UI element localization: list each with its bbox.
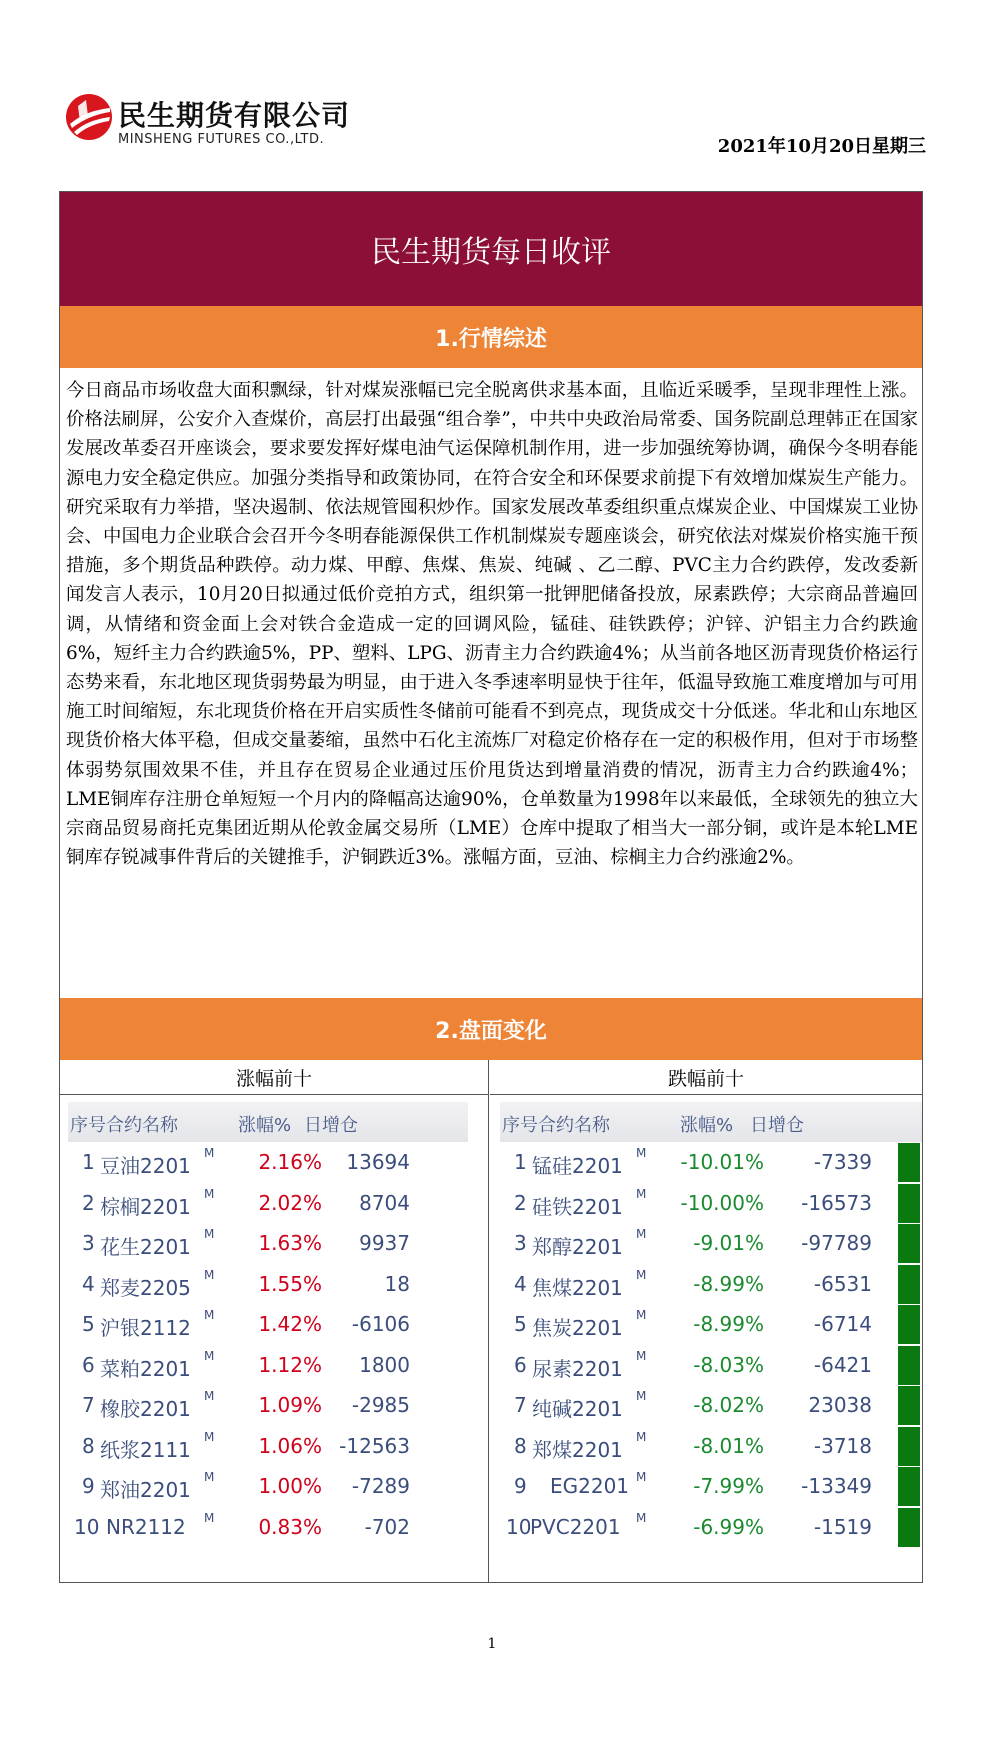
main-contract-mark: M xyxy=(204,1186,215,1201)
indicator-bar xyxy=(898,1265,920,1304)
company-name-cn: 民生期货有限公司 xyxy=(118,99,351,132)
main-contract-mark: M xyxy=(204,1389,215,1403)
losers-table-header xyxy=(500,1102,922,1142)
change-percent: -7.99% xyxy=(693,1474,764,1498)
header-name: 序号合约名称 xyxy=(70,1115,178,1136)
indicator-bar xyxy=(898,1508,920,1547)
change-percent: 1.55% xyxy=(258,1271,322,1296)
row-number: 7 xyxy=(82,1393,95,1417)
table-row xyxy=(500,1264,922,1305)
open-interest-change: -3718 xyxy=(813,1433,872,1458)
table-row xyxy=(68,1466,468,1507)
row-number: 9 xyxy=(82,1474,95,1498)
row-number: 2 xyxy=(82,1190,95,1215)
table-row xyxy=(500,1385,922,1426)
main-contract-mark: M xyxy=(204,1267,215,1282)
contract-name: 焦炭2201 xyxy=(532,1316,623,1340)
change-percent: 1.12% xyxy=(258,1352,322,1377)
change-percent: -8.01% xyxy=(693,1433,764,1458)
contract-name: EG2201 xyxy=(550,1474,630,1498)
open-interest-change: 8704 xyxy=(359,1190,410,1215)
main-contract-mark: M xyxy=(204,1429,215,1444)
contract-name: 郑醇2201 xyxy=(532,1235,623,1259)
contract-name: 锰硅2201 xyxy=(532,1154,623,1178)
change-percent: 1.42% xyxy=(258,1312,322,1336)
row-number: 5 xyxy=(514,1312,527,1336)
row-number: 3 xyxy=(514,1231,527,1255)
header-pct: 涨幅% xyxy=(238,1115,292,1136)
indicator-bar xyxy=(898,1386,920,1425)
table-row xyxy=(68,1385,468,1426)
table-row xyxy=(500,1304,922,1345)
indicator-bar xyxy=(898,1346,920,1385)
contract-name: 郑麦2205 xyxy=(100,1275,191,1300)
main-contract-mark: M xyxy=(636,1429,647,1444)
open-interest-change: -6531 xyxy=(813,1271,872,1296)
main-contract-mark: M xyxy=(636,1186,647,1201)
contract-name: 豆油2201 xyxy=(100,1154,191,1178)
report-date: 2021年10月20日星期三 xyxy=(717,136,926,157)
row-number: 5 xyxy=(82,1312,95,1336)
table-row xyxy=(500,1223,922,1264)
losers-table xyxy=(500,1102,922,1547)
row-number: 10 xyxy=(506,1514,532,1539)
change-percent: -8.99% xyxy=(693,1271,764,1296)
open-interest-change: 18 xyxy=(384,1271,410,1296)
row-number: 7 xyxy=(514,1393,527,1417)
table-row xyxy=(68,1223,468,1264)
table-row xyxy=(500,1507,922,1548)
indicator-bar xyxy=(898,1184,920,1223)
contract-name: NR2112 xyxy=(106,1514,186,1539)
contract-name: 纯碱2201 xyxy=(532,1397,623,1421)
table-row xyxy=(68,1183,468,1224)
main-contract-mark: M xyxy=(204,1470,215,1484)
table-row xyxy=(68,1142,468,1183)
open-interest-change: -702 xyxy=(364,1514,410,1539)
row-number: 2 xyxy=(514,1190,527,1215)
open-interest-change: -97789 xyxy=(801,1231,872,1255)
indicator-bar xyxy=(898,1427,920,1466)
table-row xyxy=(68,1264,468,1305)
change-percent: 2.02% xyxy=(258,1190,322,1215)
main-contract-mark: M xyxy=(636,1227,647,1241)
row-number: 6 xyxy=(82,1352,95,1377)
report-title: 民生期货每日收评 xyxy=(60,192,922,306)
contract-name: 纸浆2111 xyxy=(100,1437,191,1462)
indicator-bar xyxy=(898,1224,920,1263)
open-interest-change: -7339 xyxy=(813,1150,872,1174)
open-interest-change: 23038 xyxy=(808,1393,872,1417)
table-row xyxy=(500,1466,922,1507)
open-interest-change: -13349 xyxy=(801,1474,872,1498)
open-interest-change: -2985 xyxy=(351,1393,410,1417)
contract-name: PVC2201 xyxy=(530,1514,621,1539)
change-percent: -8.03% xyxy=(693,1352,764,1377)
market-summary-text: 今日商品市场收盘大面积飘绿，针对煤炭涨幅已完全脱离供求基本面，且临近采暖季，呈现非理性上涨。价格法刷屏，公安介入查煤价，高层打出最强“组合拳”，中共中央政治局常委、国务院副总理韩正在国家发展改革委召开座谈会，要求要发挥好煤电油气运保障机制作用，进一步加强统筹协调，确保今冬明春能源电力安全稳定供应。加强分类指导和政策协同，在符合安全和环保要求前提下有效增加煤炭生产能力。研究采取有力举措，坚决遏制、依法规管囤积炒作。国家发展改革委组织重点煤炭企业、中国煤炭工业协会、中国电力企业联合会召开今冬明春能源保供工作机制煤炭专题座谈会，研究依法对煤炭价格实施干预措施，多个期货品种跌停。动力煤、甲醇、焦煤、焦炭、纯碱 、乙二醇、PVC主力合约跌停，发改委新闻发言人表示，10月20日拟通过低价竞拍方式，组织第一批钾肥储备投放，尿素跌停；大宗商品普遍回调，从情绪和资金面上会对铁合金造成一定的回调风险，锰硅、硅铁跌停；沪锌、沪铝主力合约跌逾6%，短纤主力合约跌逾5%，PP、塑料、LPG、沥青主力合约跌逾4%；从当前各地区沥青现货价格运行态势来看，东北地区现货弱势最为明显，由于进入冬季速率明显快于往年，低温导致施工难度增加与可用施工时间缩短，东北现货价格在开启实质性冬储前可能看不到亮点，现货成交十分低迷。华北和山东地区现货价格大体平稳，但成交量萎缩，虽然中石化主流炼厂对稳定价格存在一定的积极作用，但对于市场整体弱势氛围效果不佳，并且存在贸易企业通过压价甩货达到增量消费的情况，沥青主力合约跌逾4%；LME铜库存注册仓单短短一个月内的降幅高达逾90%，仓单数量为1998年以来最低，全球领先的独立大宗商品贸易商托克集团近期从伦敦金属交易所（LME）仓库中提取了相当大一部分铜，或许是本轮LME铜库存锐减事件背后的关键推手，沪铜跌近3%。涨幅方面，豆油、棕榈主力合约涨逾2%。 xyxy=(66,380,918,869)
main-contract-mark: M xyxy=(204,1146,215,1160)
contract-name: 硅铁2201 xyxy=(532,1194,623,1219)
change-percent: -8.02% xyxy=(693,1393,764,1417)
gainers-table xyxy=(68,1102,468,1547)
row-number: 8 xyxy=(82,1433,95,1458)
contract-name: 橡胶2201 xyxy=(100,1397,191,1421)
contract-name: 菜粕2201 xyxy=(100,1356,191,1381)
header-oi: 日增仓 xyxy=(304,1115,358,1136)
main-contract-mark: M xyxy=(636,1267,647,1282)
change-percent: 1.63% xyxy=(258,1231,322,1255)
header-pct: 涨幅% xyxy=(680,1115,734,1136)
open-interest-change: 13694 xyxy=(346,1150,410,1174)
table-row xyxy=(500,1426,922,1467)
gainers-table-header xyxy=(68,1102,468,1142)
row-number: 1 xyxy=(82,1150,95,1174)
row-number: 8 xyxy=(514,1433,527,1458)
section-1-title: 1.行情综述 xyxy=(60,306,922,368)
row-number: 4 xyxy=(82,1271,95,1296)
company-name-en: MINSHENG FUTURES CO.,LTD. xyxy=(118,132,325,147)
main-contract-mark: M xyxy=(204,1510,215,1525)
main-contract-mark: M xyxy=(636,1470,647,1484)
change-percent: -8.99% xyxy=(693,1312,764,1336)
change-percent: 2.16% xyxy=(258,1150,322,1174)
open-interest-change: 1800 xyxy=(359,1352,410,1377)
change-percent: -10.00% xyxy=(680,1190,764,1215)
header-oi: 日增仓 xyxy=(750,1115,804,1136)
open-interest-change: -6106 xyxy=(351,1312,410,1336)
main-contract-mark: M xyxy=(636,1146,647,1160)
row-number: 9 xyxy=(514,1474,527,1498)
gainers-title: 涨幅前十 xyxy=(60,1060,488,1095)
main-contract-mark: M xyxy=(636,1308,647,1322)
open-interest-change: -6714 xyxy=(813,1312,872,1336)
contract-name: 尿素2201 xyxy=(532,1356,623,1381)
table-row xyxy=(500,1142,922,1183)
main-contract-mark: M xyxy=(204,1348,215,1363)
change-percent: 0.83% xyxy=(258,1514,322,1539)
contract-name: 棕榈2201 xyxy=(100,1194,191,1219)
row-number: 3 xyxy=(82,1231,95,1255)
column-divider xyxy=(488,1060,489,1582)
open-interest-change: -7289 xyxy=(351,1474,410,1498)
open-interest-change: -12563 xyxy=(339,1433,410,1458)
table-row xyxy=(500,1345,922,1386)
page-number: 1 xyxy=(487,1636,497,1652)
minsheng-logo-icon xyxy=(64,92,114,142)
row-number: 4 xyxy=(514,1271,527,1296)
open-interest-change: -1519 xyxy=(813,1514,872,1539)
row-number: 1 xyxy=(514,1150,527,1174)
change-percent: 1.09% xyxy=(258,1393,322,1417)
contract-name: 郑油2201 xyxy=(100,1478,191,1502)
change-percent: 1.06% xyxy=(258,1433,322,1458)
change-percent: -10.01% xyxy=(680,1150,764,1174)
open-interest-change: 9937 xyxy=(359,1231,410,1255)
change-percent: 1.00% xyxy=(258,1474,322,1498)
contract-name: 花生2201 xyxy=(100,1235,191,1259)
header-name: 序号合约名称 xyxy=(502,1115,610,1136)
table-row xyxy=(68,1304,468,1345)
change-percent: -9.01% xyxy=(693,1231,764,1255)
open-interest-change: -16573 xyxy=(801,1190,872,1215)
main-contract-mark: M xyxy=(636,1510,647,1525)
table-row xyxy=(68,1345,468,1386)
report-frame xyxy=(59,191,923,1583)
indicator-bar xyxy=(898,1143,920,1182)
row-number: 10 xyxy=(74,1514,100,1539)
table-row xyxy=(68,1507,468,1548)
section-2-title: 2.盘面变化 xyxy=(60,998,922,1060)
company-logo xyxy=(64,86,364,156)
indicator-bar xyxy=(898,1467,920,1506)
main-contract-mark: M xyxy=(204,1308,215,1322)
indicator-bar xyxy=(898,1305,920,1344)
main-contract-mark: M xyxy=(636,1348,647,1363)
losers-title: 跌幅前十 xyxy=(490,1060,922,1095)
row-number: 6 xyxy=(514,1352,527,1377)
table-row xyxy=(68,1426,468,1467)
main-contract-mark: M xyxy=(636,1389,647,1403)
table-row xyxy=(500,1183,922,1224)
open-interest-change: -6421 xyxy=(813,1352,872,1377)
contract-name: 郑煤2201 xyxy=(532,1437,623,1462)
contract-name: 沪银2112 xyxy=(100,1316,191,1340)
change-percent: -6.99% xyxy=(693,1514,764,1539)
contract-name: 焦煤2201 xyxy=(532,1275,623,1300)
main-contract-mark: M xyxy=(204,1227,215,1241)
